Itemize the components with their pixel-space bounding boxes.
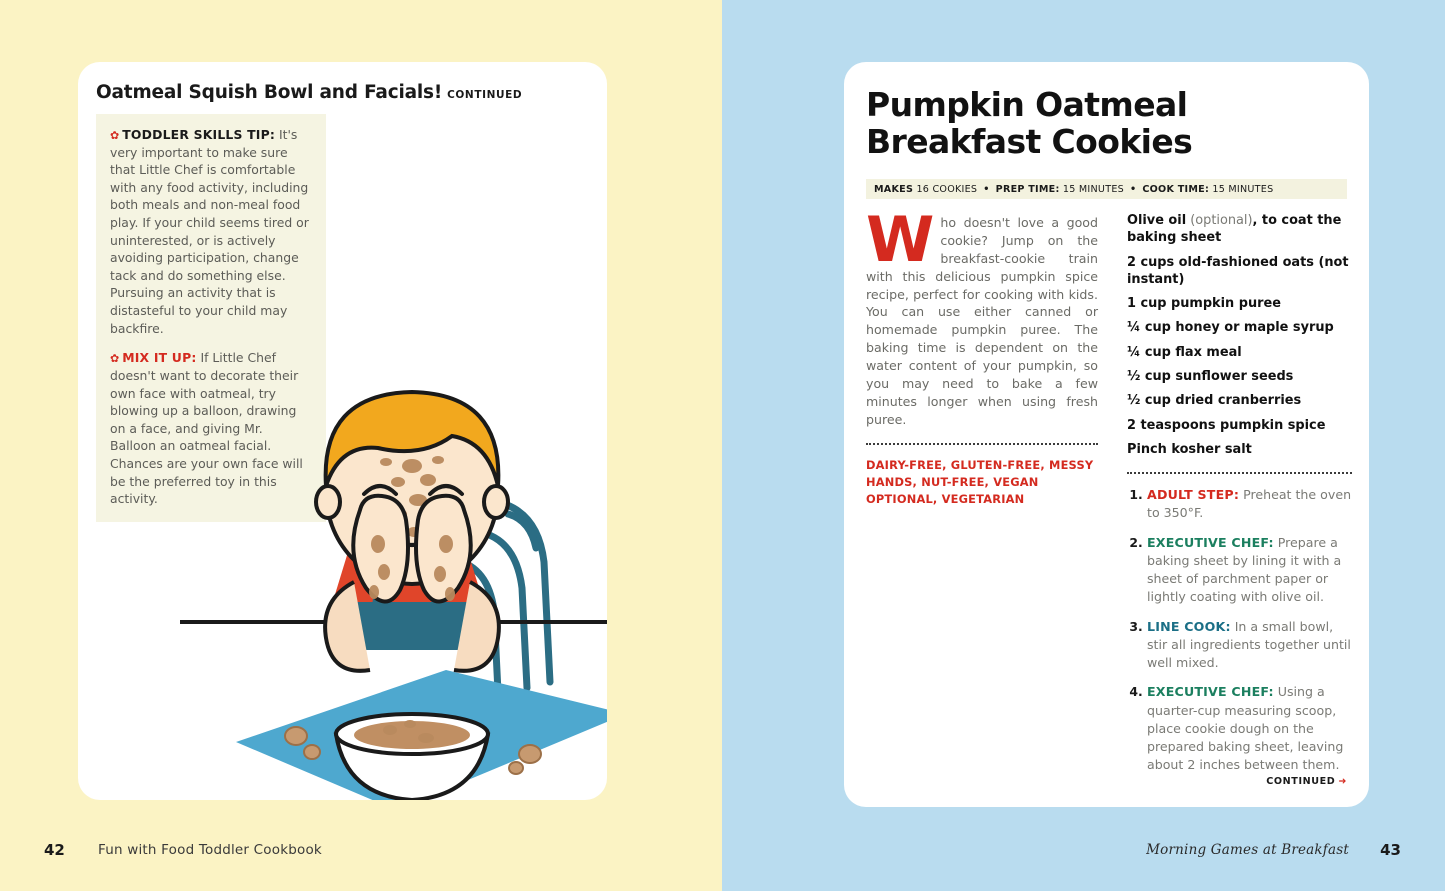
continued-marker bbox=[1266, 776, 1347, 787]
flower-icon: ✿ bbox=[110, 352, 120, 366]
ingredient-note: (optional) bbox=[1186, 213, 1253, 228]
list-item: ¼ cup flax meal bbox=[1127, 344, 1242, 360]
continued-label: CONTINUED bbox=[1266, 776, 1336, 787]
left-page bbox=[0, 0, 722, 891]
dotted-divider bbox=[1127, 472, 1352, 474]
tips-box bbox=[96, 114, 326, 522]
list-item bbox=[1147, 534, 1352, 607]
tip-label-toddler-skills: TODDLER SKILLS TIP: bbox=[122, 127, 276, 142]
left-content-card bbox=[78, 62, 607, 800]
page-number-right: 43 bbox=[1380, 841, 1401, 859]
list-item: ½ cup sunflower seeds bbox=[1127, 368, 1294, 384]
list-item bbox=[1147, 486, 1352, 523]
recipe-steps-list bbox=[1127, 486, 1352, 775]
recipe-ingredients-and-steps-column bbox=[1127, 212, 1352, 786]
ingredient-detail: , to coat the baking sheet bbox=[1127, 213, 1342, 246]
tip-mix-it-up bbox=[110, 349, 312, 507]
list-item bbox=[1147, 683, 1352, 774]
list-item: ¼ cup honey or maple syrup bbox=[1127, 320, 1334, 336]
recipe-intro bbox=[866, 203, 1098, 429]
running-head-right: Morning Games at Breakfast bbox=[1146, 842, 1349, 858]
list-item: Pinch kosher salt bbox=[1127, 441, 1252, 457]
arrow-right-icon: ➜ bbox=[1338, 776, 1347, 787]
recipe-tags: DAIRY-FREE, GLUTEN-FREE, MESSY HANDS, NUT-FREE, VEGAN OPTIONAL, VEGETARIAN bbox=[866, 457, 1094, 506]
list-item: 2 cups old-fashioned oats (not instant) bbox=[1127, 254, 1349, 287]
running-head-left: Fun with Food Toddler Cookbook bbox=[98, 842, 322, 858]
list-item: ½ cup dried cranberries bbox=[1127, 393, 1302, 409]
flower-icon: ✿ bbox=[110, 129, 120, 142]
right-content-card bbox=[844, 62, 1369, 807]
tip-label-mix-it-up: MIX IT UP: bbox=[122, 350, 197, 366]
meta-separator: • bbox=[983, 183, 990, 195]
makes-label: MAKES bbox=[874, 183, 914, 195]
recipe-title bbox=[866, 87, 1286, 161]
ingredient-name: Olive oil bbox=[1127, 213, 1187, 228]
recipe-intro-text: ho doesn't love a good cookie? Jump on the breakfast-cookie train with this delicious pumpkin spice recipe, perfect for cooking with kids. You can use either canned or homemade pumpkin puree. The baking time is dependent on the water content of your pumpkin, so you may need to bake a few minutes longer when using fresh puree. bbox=[866, 215, 1098, 427]
meta-separator: • bbox=[1129, 183, 1137, 195]
drop-cap: W bbox=[866, 203, 935, 276]
step-role: EXECUTIVE CHEF: bbox=[1147, 534, 1274, 550]
list-item: 1 cup pumpkin puree bbox=[1127, 296, 1281, 312]
prep-label: PREP TIME: bbox=[995, 183, 1060, 195]
recipe-meta-bar bbox=[866, 179, 1347, 199]
prep-value: 15 MINUTES bbox=[1062, 183, 1124, 195]
list-item bbox=[1127, 212, 1352, 247]
recipe-title-line2: Breakfast Cookies bbox=[866, 121, 1193, 161]
step-role: ADULT STEP: bbox=[1147, 487, 1240, 503]
page-title-continued: CONTINUED bbox=[447, 89, 523, 101]
dotted-divider bbox=[866, 443, 1098, 445]
cook-label: COOK TIME: bbox=[1142, 183, 1210, 195]
recipe-intro-column bbox=[866, 203, 1098, 508]
cook-value: 15 MINUTES bbox=[1212, 183, 1274, 195]
recipe-title-line1: Pumpkin Oatmeal bbox=[866, 85, 1188, 124]
step-text: Using a quarter-cup measuring scoop, place cookie dough on the prepared baking sheet, leaving about 2 inches between them. bbox=[1147, 684, 1344, 773]
list-item: 2 teaspoons pumpkin spice bbox=[1127, 417, 1326, 433]
step-role: EXECUTIVE CHEF: bbox=[1147, 684, 1274, 700]
page-title-text: Oatmeal Squish Bowl and Facials! bbox=[96, 82, 443, 103]
step-text: In a small bowl, stir all ingredients together until well mixed. bbox=[1147, 618, 1351, 671]
page-number-left: 42 bbox=[44, 841, 65, 859]
step-text: Prepare a baking sheet by lining it with a sheet of parchment paper or lightly coating with olive oil. bbox=[1147, 534, 1342, 605]
step-text: Preheat the oven to 350°F. bbox=[1147, 487, 1352, 521]
page-title bbox=[96, 82, 522, 103]
makes-value: 16 COOKIES bbox=[916, 183, 978, 195]
tip-text-mix-it-up: If Little Chef doesn't want to decorate their own face with oatmeal, try blowing up a balloon, drawing on a face, and giving Mr. Balloon an oatmeal facial. Chances are your own face will be the preferred toy in this activity. bbox=[110, 350, 303, 507]
right-page bbox=[722, 0, 1445, 891]
ingredients-list bbox=[1127, 212, 1352, 458]
tip-text-toddler-skills: It's very important to make sure that Little Chef is comfortable with any food activity, including both meals and non-meal food play. If your child seems tired or uninterested, or is actively avoiding participation, change tack and do something else. Pursuing an activity that is distasteful to your child may backfire. bbox=[110, 127, 309, 336]
tip-toddler-skills bbox=[110, 126, 312, 337]
step-role: LINE COOK: bbox=[1147, 618, 1231, 634]
list-item bbox=[1147, 618, 1352, 673]
